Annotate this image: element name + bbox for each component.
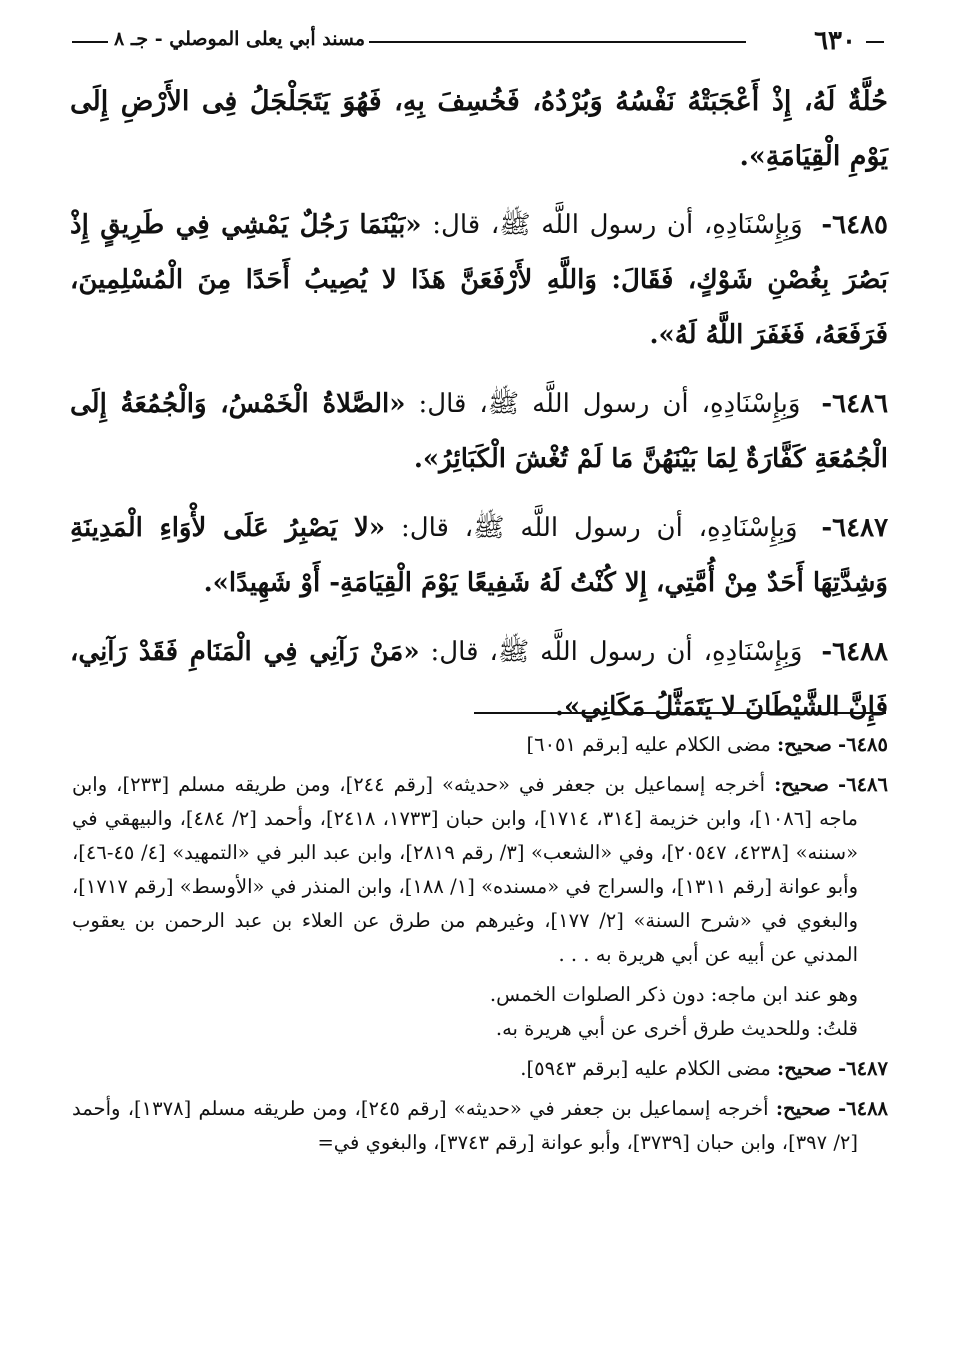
- footnote-text: وهو عند ابن ماجه: دون ذكر الصلوات الخمس.: [489, 983, 858, 1006]
- hadith-isnad: وَبِإِسْنَادِهِ، أن رسول اللَّه ﷺ، قال:: [400, 513, 798, 543]
- hadith-number: ٦٤٨٦-: [821, 389, 889, 419]
- footnote-text: قلتُ: وللحديث طرق أخرى عن أبي هريرة به.: [495, 1017, 858, 1040]
- running-header: [72, 26, 884, 58]
- hadith-text: «لا يَصْبِرُ عَلَى لأْوَاءِ الْمَدِينَةِ وَشِدَّتِهَا أَحَدٌ مِنْ أُمَّتِي، إِلا كُنْتُ لَهُ شَفِيعًا يَوْمَ الْقِيَامَةِ- أَوْ شَهِيدًا».: [70, 513, 888, 598]
- header-rule-end: [72, 41, 108, 43]
- hadith-paragraph: [70, 198, 888, 363]
- page-number: ٦٣٠: [808, 26, 862, 56]
- footnote: [72, 768, 888, 972]
- footnotes: [72, 728, 888, 1166]
- footnote-grade: صحيح:: [776, 733, 832, 756]
- footnote-continuation: [72, 1012, 888, 1046]
- footnote-continuation: [72, 978, 888, 1012]
- main-text: [70, 74, 888, 749]
- hadith-isnad: وَبِإِسْنَادِهِ، أن رسول اللَّه ﷺ، قال:: [430, 637, 803, 667]
- footnote-grade: صحيح:: [774, 773, 829, 796]
- footnote-number: ٦٤٨٥-: [838, 733, 888, 756]
- footnote-text: أخرجه إسماعيل بن جعفر في «حديثه» [رقم ٢٤٤]، ومن طريقه مسلم [٢٣٣]، وابن ماجه [١٠٨٦]، وابن خزيمة [٣١٤، ١٧١٤]، وابن حبان [١٧٣٣، ٢٤١٨]، وأحمد [٢/ ٤٨٤]، والبيهقي في «سننه» [٤٢٣٨، ٢٠٥٤٧]، وفي «الشعب» [٣/ رقم ٢٨١٩]، وابن عبد البر في «التمهيد» [٤/ ٤٥-٤٦]، وأبو عوانة [رقم ١٣١١]، والسراج في «مسنده» [١/ ١٨٨]، وابن المنذر في «الأوسط» [رقم ١٧١٧]، والبغوي في «شرح السنة» [٢/ ١٧٧]، وغيرهم من طرق عن العلاء بن عبد الرحمن بن يعقوب المدني عن أبيه عن أبي هريرة به . . .: [72, 773, 859, 966]
- footnote-text: مضى الكلام عليه [برقم ٦٠٥١]: [526, 733, 771, 756]
- hadith-isnad: وَبِإِسْنَادِهِ، أن رسول اللَّه ﷺ، قال:: [432, 210, 803, 240]
- continuation-paragraph: حُلَّةٌ لَهُ، إِذْ أَعْجَبَتْهُ نَفْسُهُ وَبُرْدُهُ، فَخُسِفَ بِهِ، فَهُوَ يَتَجَلْجَلُ فِى الأَرْضِ إِلَى يَوْمِ الْقِيَامَةِ».: [70, 86, 888, 172]
- footnote-separator: [474, 712, 886, 714]
- footnote-grade: صحيح:: [775, 1097, 831, 1120]
- hadith-paragraph: [70, 501, 888, 611]
- footnote-text: مضى الكلام عليه [برقم ٥٩٤٣].: [520, 1057, 771, 1080]
- hadith-number: ٦٤٨٧-: [821, 513, 889, 543]
- hadith-number: ٦٤٨٨-: [821, 637, 889, 667]
- hadith-text: «الصَّلاةُ الْخَمْسُ، وَالْجُمُعَةُ إِلَى الْجُمُعَةِ كَفَّارَةٌ لِمَا بَيْنَهُنَّ مَا لَمْ تُغْشَ الْكَبَائِرُ».: [70, 389, 888, 474]
- footnote: [72, 1052, 888, 1086]
- footnote: [72, 728, 888, 762]
- hadith-isnad: وَبِإِسْنَادِهِ، أن رسول اللَّه ﷺ، قال:: [418, 389, 801, 419]
- hadith-number: ٦٤٨٥-: [821, 210, 889, 240]
- header-dash: [866, 41, 884, 43]
- footnote-grade: صحيح:: [776, 1057, 832, 1080]
- hadith-paragraph: [70, 625, 888, 735]
- footnote: [72, 1092, 888, 1160]
- hadith-paragraph: [70, 377, 888, 487]
- footnote-number: ٦٤٨٨-: [838, 1097, 889, 1120]
- footnote-number: ٦٤٨٧-: [838, 1057, 888, 1080]
- hadith-text: «بَيْنَمَا رَجُلٌ يَمْشِي فِي طَرِيقٍ إِذْ بَصُرَ بِغُصْنِ شَوْكٍ، فَقَالَ: وَاللَّهِ لأَرْفَعَنَّ هَذَا لا يُصِيبُ أَحَدًا مِنَ الْمُسْلِمِينَ، فَرَفَعَهُ، فَغَفَرَ اللَّهُ لَهُ».: [70, 210, 888, 350]
- hadith-text: «مَنْ رَآنِي فِي الْمَنَامِ فَقَدْ رَآنِي، فَإِنَّ الشَّيْطَانَ لا يَتَمَثَّلُ مَكَانِي».: [70, 637, 888, 722]
- footnote-text: أخرجه إسماعيل بن جعفر في «حديثه» [رقم ٢٤٥]، ومن طريقه مسلم [١٣٧٨]، وأحمد [٢/ ٣٩٧]، وابن حبان [٣٧٣٩]، وأبو عوانة [رقم ٣٧٤٣]، والبغوي في=: [72, 1097, 858, 1154]
- footnote-number: ٦٤٨٦-: [838, 773, 889, 796]
- running-title: مسند أبي يعلى الموصلي - جـ ٨: [110, 28, 369, 50]
